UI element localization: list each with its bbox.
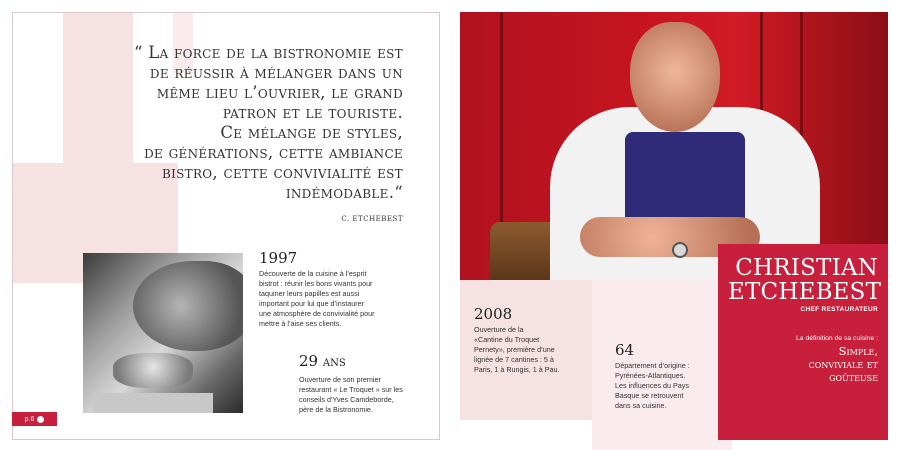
fact-text-line: dans sa cuisine. — [615, 401, 667, 410]
quote-line: de réussir à mélanger dans un — [149, 63, 403, 82]
page-number: p.6 — [24, 415, 35, 423]
photo-subject-hand — [113, 353, 193, 388]
fact-text — [474, 325, 594, 375]
fact-text-line: conseils d’Yves Camdeborde, — [299, 395, 394, 404]
fact-text-line: Ouverture de son premier — [299, 375, 381, 384]
fact-text-line: Département d’origine : — [615, 361, 690, 370]
chef-first-name: CHRISTIAN — [735, 255, 878, 281]
photo-subject-head — [133, 261, 243, 351]
chef-face — [630, 22, 720, 132]
chef-name — [728, 255, 882, 305]
quote-line: de générations, cette ambiance — [144, 143, 403, 162]
name-card — [718, 244, 888, 440]
quote-line: patron et le touriste. — [222, 103, 403, 122]
definition-line: Simple, — [838, 344, 878, 358]
fact-text-line: Pyrénées-Atlantiques. — [615, 371, 686, 380]
fact-text — [259, 269, 409, 329]
fact-text-line: restaurant « Le Troquet » sur les — [299, 385, 403, 394]
fact-number: 64 — [615, 341, 635, 359]
definition-line: conviviale et — [808, 357, 878, 371]
fact-text-line: bistrot : réunir les bons vivants pour — [259, 279, 373, 288]
quote-line: “ La force de la bistronomie est — [133, 43, 403, 62]
fact-text-line: Basque se retrouvent — [615, 391, 684, 400]
quote-line: bistro, cette convivialité est — [161, 163, 403, 182]
fact-text-line: taquiner leurs papilles est aussi — [259, 289, 360, 298]
fact-number: 2008 — [474, 305, 513, 323]
fact-29-ans — [299, 353, 429, 415]
fact-1997 — [259, 250, 409, 329]
fact-2008 — [474, 306, 594, 375]
chef-role: CHEF RESTAURATEUR — [800, 306, 878, 313]
fact-text-line: Les influences du Pays — [615, 381, 689, 390]
fact-64 — [615, 342, 725, 411]
fact-number — [299, 353, 429, 372]
quote-author: C. ETCHEBEST — [341, 215, 403, 223]
fact-text-line: Découverte de la cuisine à l’esprit — [259, 269, 367, 278]
page-number-tab — [12, 412, 57, 426]
chef-cooking-photo — [83, 253, 243, 413]
quote-line: indémodable.“ — [285, 183, 403, 202]
fact-text-line: père de la Bistronomie. — [299, 405, 373, 414]
fact-text — [299, 375, 429, 415]
definition-label: La définition de sa cuisine : — [796, 335, 878, 342]
quote-line: Ce mélange de styles, — [220, 123, 403, 142]
fact-text-line: important pour lui que d’instaurer — [259, 299, 365, 308]
chef-portrait-photo — [460, 12, 888, 280]
fact-text — [615, 361, 725, 411]
fact-text-line: lignée de 7 cantines : 5 à — [474, 355, 554, 364]
quote-line: même lieu l’ouvrier, le grand — [156, 83, 403, 102]
fact-text-line: Ouverture de la — [474, 325, 524, 334]
fact-text-line: Pernety», première d’une — [474, 345, 555, 354]
watch-icon — [672, 242, 688, 258]
chef-last-name: ETCHEBEST — [728, 279, 882, 305]
fact-text-line: «Cantine du Troquet — [474, 335, 540, 344]
pull-quote — [73, 43, 403, 203]
fact-number-unit: ANS — [322, 358, 346, 369]
photo-plate — [93, 393, 213, 413]
fact-text-line: une atmosphère de convivialité pour — [259, 309, 375, 318]
definition-line: goûteuse — [829, 370, 878, 384]
fact-number: 1997 — [259, 249, 298, 267]
circle-bullet-icon — [37, 416, 44, 423]
fact-number-value: 29 — [299, 352, 319, 370]
left-page — [12, 12, 440, 440]
right-page — [460, 12, 888, 440]
definition-value — [728, 345, 878, 384]
fact-text-line: Paris, 1 à Rungis, 1 à Pau. — [474, 365, 560, 374]
fact-text-line: mettre à l’aise ses clients. — [259, 319, 342, 328]
